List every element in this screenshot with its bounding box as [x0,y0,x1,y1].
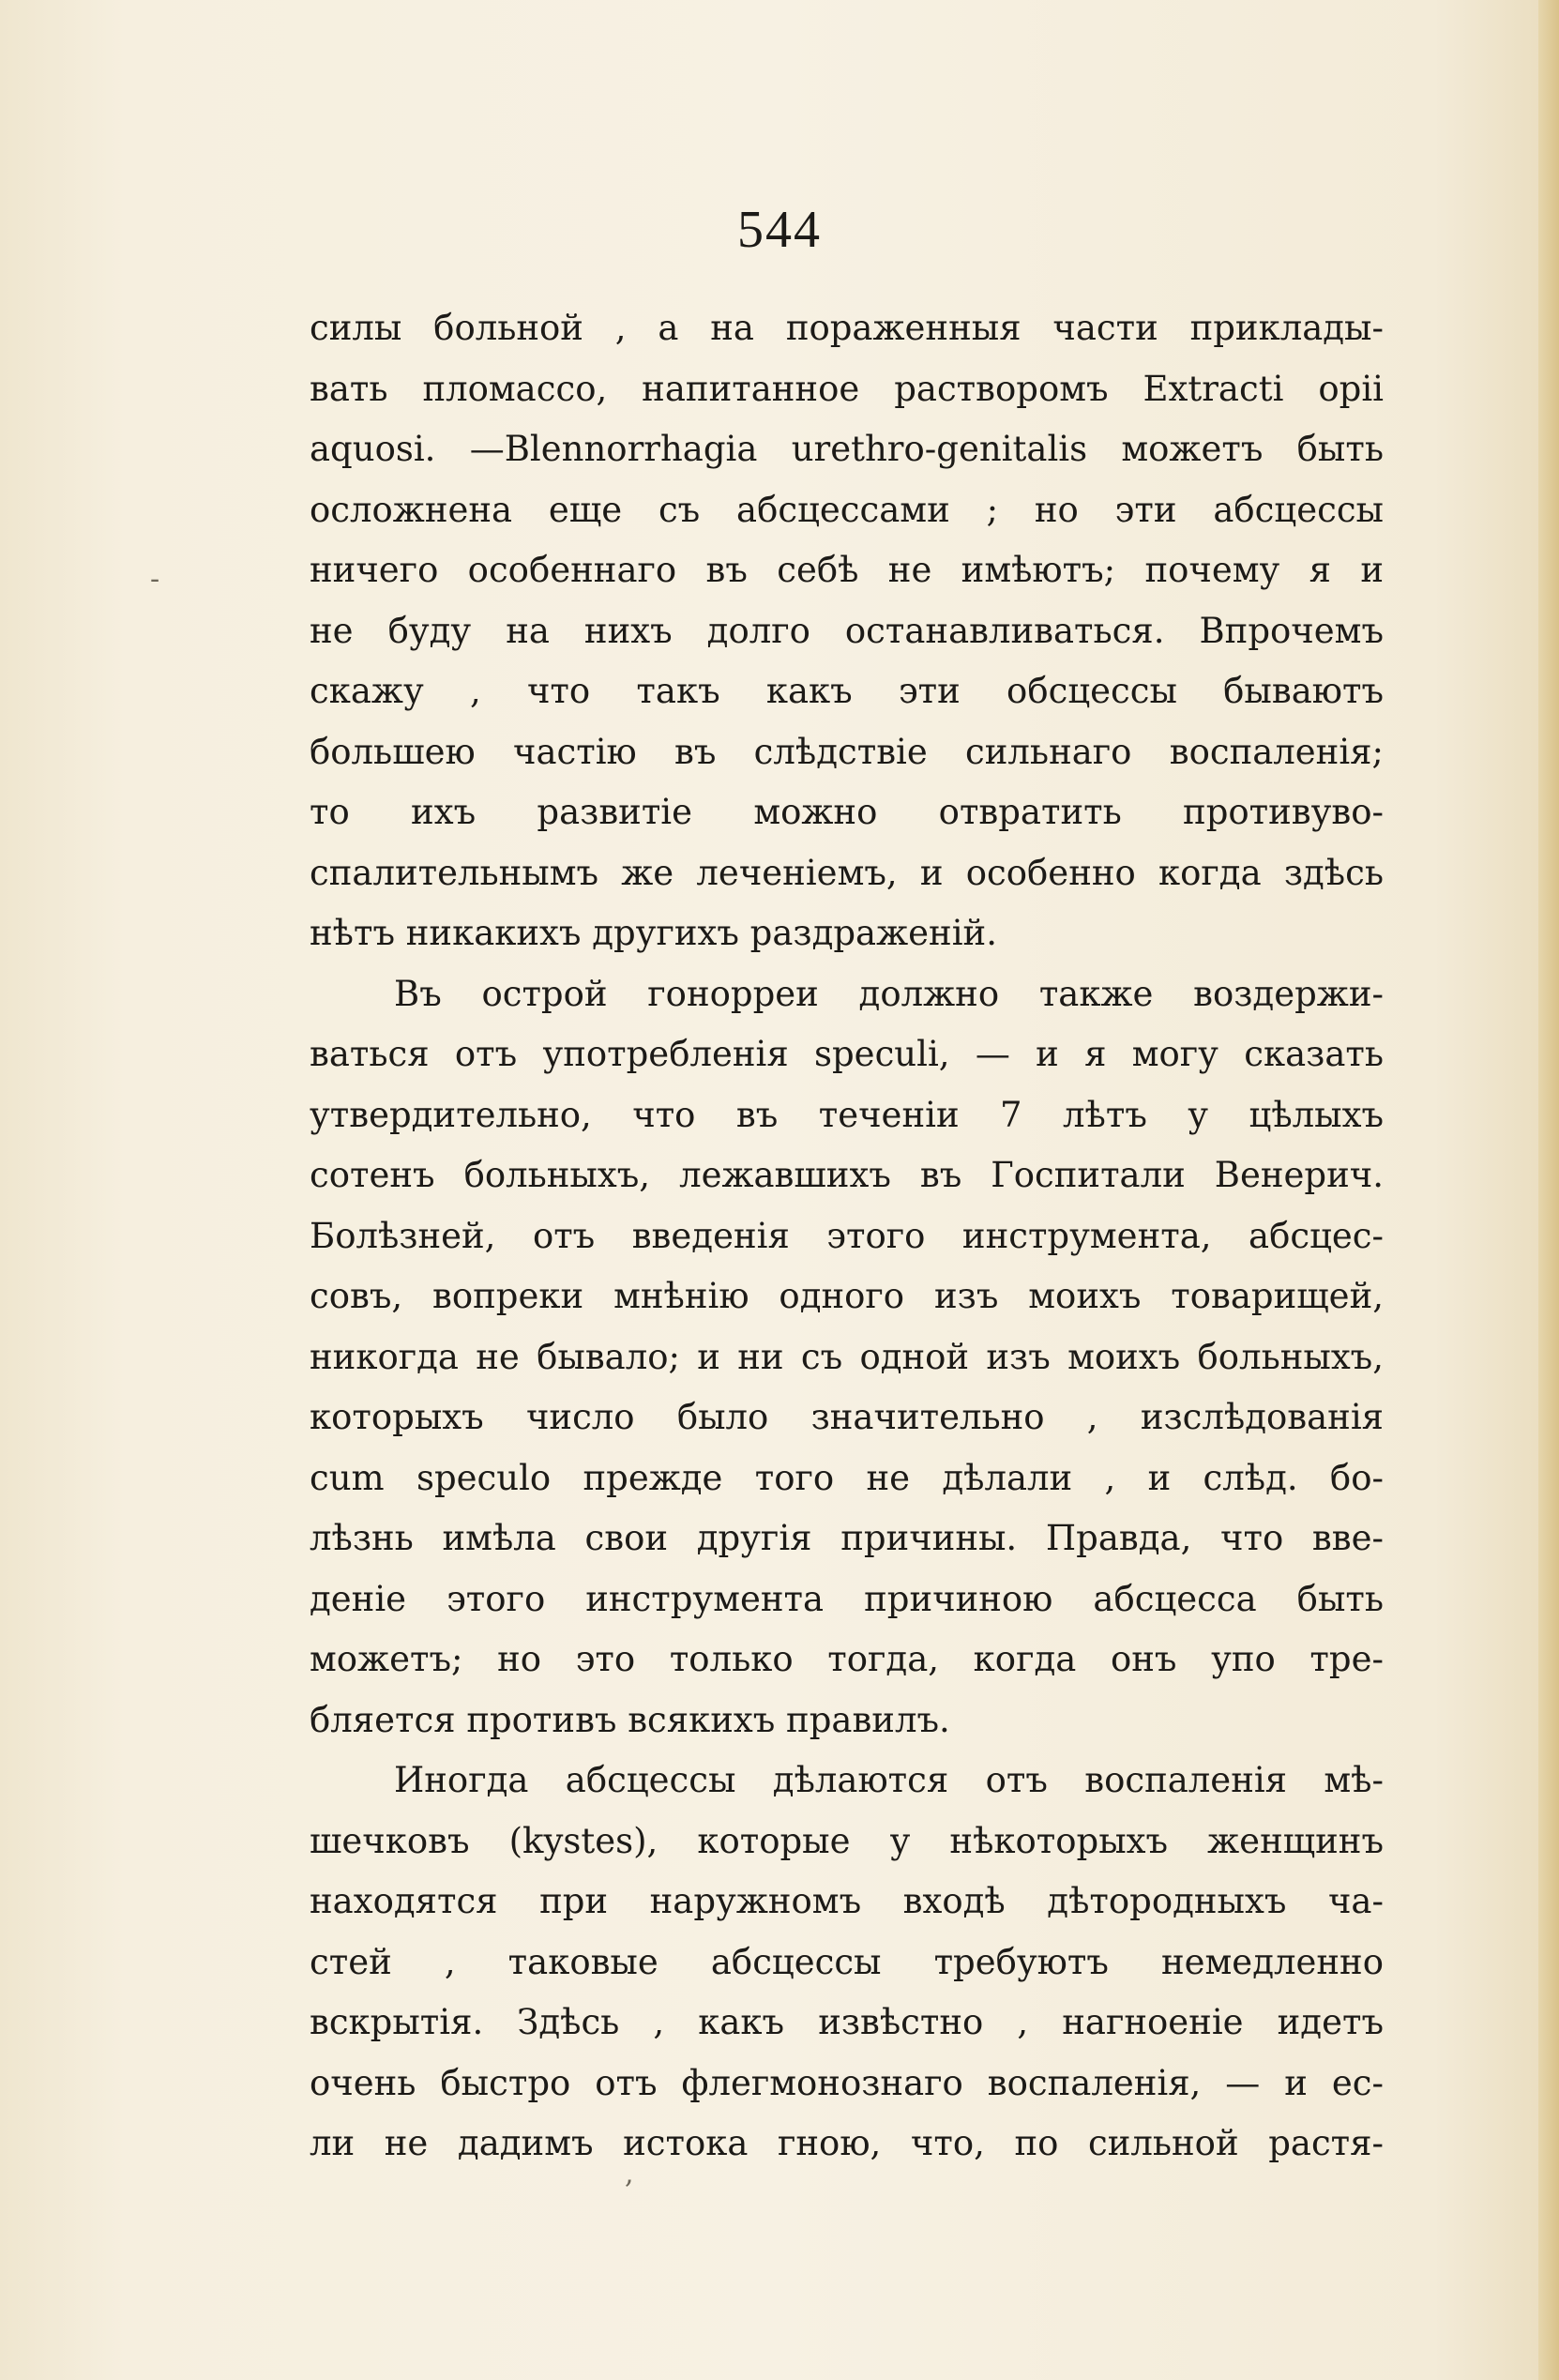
text-line: большею частію въ слѣдствіе сильнаго воспаленія; [310,731,1384,772]
text-line: можетъ; но это только тогда, когда онъ упо тре- [310,1639,1384,1679]
text-line: ли не дадимъ истока гною, что, по сильной растя- [310,2123,1384,2163]
text-line: скажу , что такъ какъ эти обсцессы бываютъ [310,671,1384,711]
page-edge [1538,0,1559,2380]
text-line: деніе этого инструмента причиною абсцесса быть [310,1578,1384,1619]
paragraph-start-line: Иногда абсцессы дѣлаются отъ воспаленія мѣ- [394,1760,1384,1800]
text-line: которыхъ число было значительно , изслѣдованія [310,1397,1384,1437]
text-line: стей , таковые абсцессы требуютъ немедленно [310,1941,1384,1982]
text-line: лѣзнь имѣла свои другія причины. Правда, что вве- [310,1518,1384,1558]
text-line: спалительнымъ же леченіемъ, и особенно когда здѣсь [310,852,1384,893]
text-line: сотенъ больныхъ, лежавшихъ въ Госпитали Венерич. [310,1155,1384,1195]
text-line: очень быстро отъ флегмонознаго воспаленія, — и ес- [310,2062,1384,2103]
text-line: aquosi. —Blennorrhagia urethro-genitalis можетъ быть [310,429,1384,469]
text-line: cum speculo прежде того не дѣлали , и слѣд. бо- [310,1457,1384,1498]
text-line: вать пломассо, напитанное растворомъ Extracti opii [310,368,1384,409]
text-line: ничего особеннаго въ себѣ не имѣютъ; почему я и [310,550,1384,590]
stray-mark: - [150,563,160,596]
text-line: нѣтъ никакихъ другихъ раздраженій. [310,913,997,953]
text-line: не буду на нихъ долго останавливаться. Впрочемъ [310,610,1384,651]
text-line: вскрытія. Здѣсь , какъ извѣстно , нагноеніе идетъ [310,2002,1384,2042]
paragraph-start-line: Въ острой гонорреи должно также воздержи- [394,973,1384,1014]
text-line: шечковъ (kystes), которые у нѣкоторыхъ женщинъ [310,1820,1384,1861]
text-line: ваться отъ употребленія speculi, — и я могу сказать [310,1034,1384,1074]
text-line: бляется противъ всякихъ правилъ. [310,1699,950,1740]
page-number: 544 [737,201,822,259]
text-line: утвердительно, что въ теченіи 7 лѣтъ у цѣлыхъ [310,1094,1384,1135]
text-line: никогда не бывало; и ни съ одной изъ моихъ больныхъ, [310,1336,1384,1377]
text-line: силы больной , а на пораженныя части приклады- [310,308,1384,348]
stray-mark: , [625,2158,634,2191]
text-line: совъ, вопреки мнѣнію одного изъ моихъ товарищей, [310,1276,1384,1316]
text-line: то ихъ развитіе можно отвратить противуво- [310,792,1384,832]
text-line: Болѣзней, отъ введенія этого инструмента, абсцес- [310,1215,1384,1256]
body-text [310,298,1384,2175]
text-line: осложнена еще съ абсцессами ; но эти абсцессы [310,489,1384,530]
text-line: находятся при наружномъ входѣ дѣтородныхъ ча- [310,1881,1384,1921]
